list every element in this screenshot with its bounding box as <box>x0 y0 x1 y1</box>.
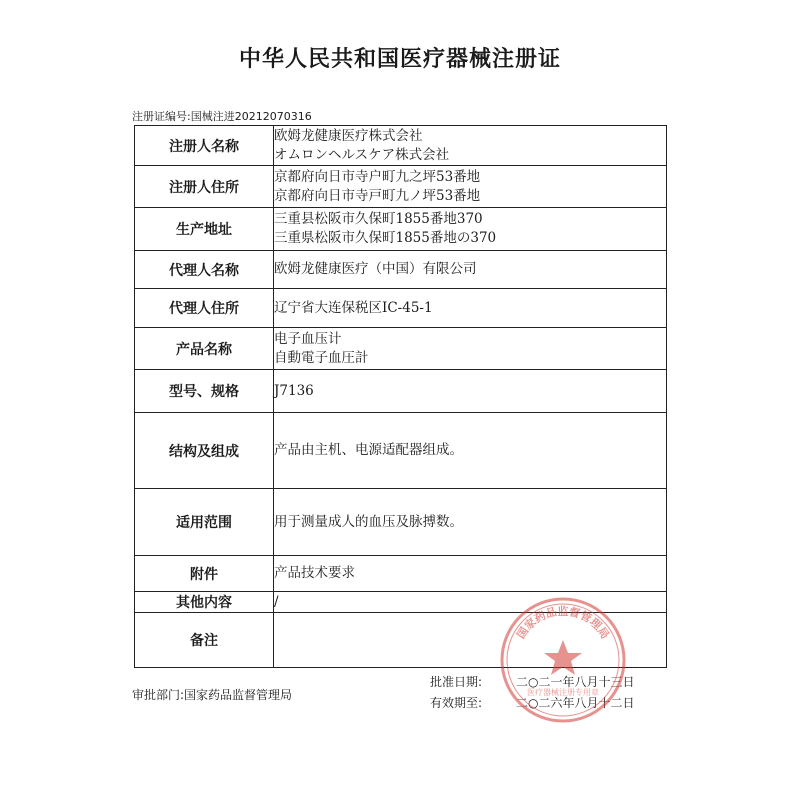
value-line: J7136 <box>274 382 314 399</box>
value-line: 辽宁省大连保税区IC-45-1 <box>274 299 433 316</box>
registration-number-label: 注册证编号: <box>132 110 191 123</box>
certificate-table <box>134 125 667 668</box>
row-agent-address <box>135 289 667 328</box>
label-product-name: 产品名称 <box>135 328 274 370</box>
value-line: 自動電子血圧計 <box>274 349 369 366</box>
row-agent-name <box>135 251 667 289</box>
registration-number-value: 国械注进20212070316 <box>190 110 312 123</box>
valid-until-label: 有效期至: <box>430 696 483 710</box>
label-remarks: 备注 <box>135 613 274 668</box>
row-registrant-name <box>135 126 667 166</box>
label-agent-address: 代理人住所 <box>135 289 274 328</box>
row-scope <box>135 489 667 556</box>
label-attachment: 附件 <box>135 556 274 592</box>
value-line: 京都府向日市寺户町九之坪53番地 <box>274 168 481 185</box>
official-seal-icon <box>498 595 628 725</box>
label-agent-name: 代理人名称 <box>135 251 274 289</box>
registration-number <box>132 108 312 124</box>
value-agent-address <box>274 289 667 328</box>
value-line: / <box>274 593 279 610</box>
value-registrant-name <box>274 126 667 166</box>
label-registrant-name: 注册人名称 <box>135 126 274 166</box>
value-structure <box>274 413 667 489</box>
value-line: 用于测量成人的血压及脉搏数。 <box>274 513 463 530</box>
approval-authority <box>132 686 292 703</box>
value-line: 产品由主机、电源适配器组成。 <box>274 442 463 458</box>
value-scope <box>274 489 667 556</box>
row-production-address <box>135 208 667 251</box>
value-line: 产品技术要求 <box>274 565 355 581</box>
value-line: 京都府向日市寺戸町九ノ坪53番地 <box>274 187 481 204</box>
approval-date-value: 二○二一年八月十三日 <box>516 675 635 689</box>
value-line: 三重県松阪市久保町1855番地の370 <box>274 230 497 246</box>
document-title: 中华人民共和国医疗器械注册证 <box>238 47 561 72</box>
row-model-spec <box>135 370 667 413</box>
seal-text: 国家药品监督管理局 <box>514 605 612 642</box>
approval-date-label: 批准日期: <box>430 675 483 689</box>
value-attachment <box>274 556 667 592</box>
value-registrant-address <box>274 166 667 208</box>
row-attachment <box>135 556 667 592</box>
seal-inner-text: 医疗器械注册专用章 <box>527 688 599 697</box>
value-line: オムロンヘルスケア株式会社 <box>274 146 450 163</box>
label-scope: 适用范围 <box>135 489 274 556</box>
label-model-spec: 型号、规格 <box>135 370 274 413</box>
value-line: 三重县松阪市久保町1855番地370 <box>274 211 483 227</box>
label-other: 其他内容 <box>135 592 274 613</box>
approval-authority-value: 国家药品监督管理局 <box>184 688 293 702</box>
value-line: 欧姆龙健康医疗株式会社 <box>274 127 423 144</box>
value-product-name <box>274 328 667 370</box>
value-line: 欧姆龙健康医疗（中国）有限公司 <box>274 261 477 277</box>
value-agent-name <box>274 251 667 289</box>
row-product-name <box>135 328 667 370</box>
valid-until-value: 二○二六年八月十二日 <box>516 696 635 710</box>
label-structure: 结构及组成 <box>135 413 274 489</box>
label-production-address: 生产地址 <box>135 208 274 251</box>
value-line: 电子血压计 <box>274 330 342 347</box>
value-production-address <box>274 208 667 251</box>
label-registrant-address: 注册人住所 <box>135 166 274 208</box>
row-registrant-address <box>135 166 667 208</box>
row-structure <box>135 413 667 489</box>
approval-authority-label: 审批部门: <box>132 688 185 702</box>
value-model-spec <box>274 370 667 413</box>
